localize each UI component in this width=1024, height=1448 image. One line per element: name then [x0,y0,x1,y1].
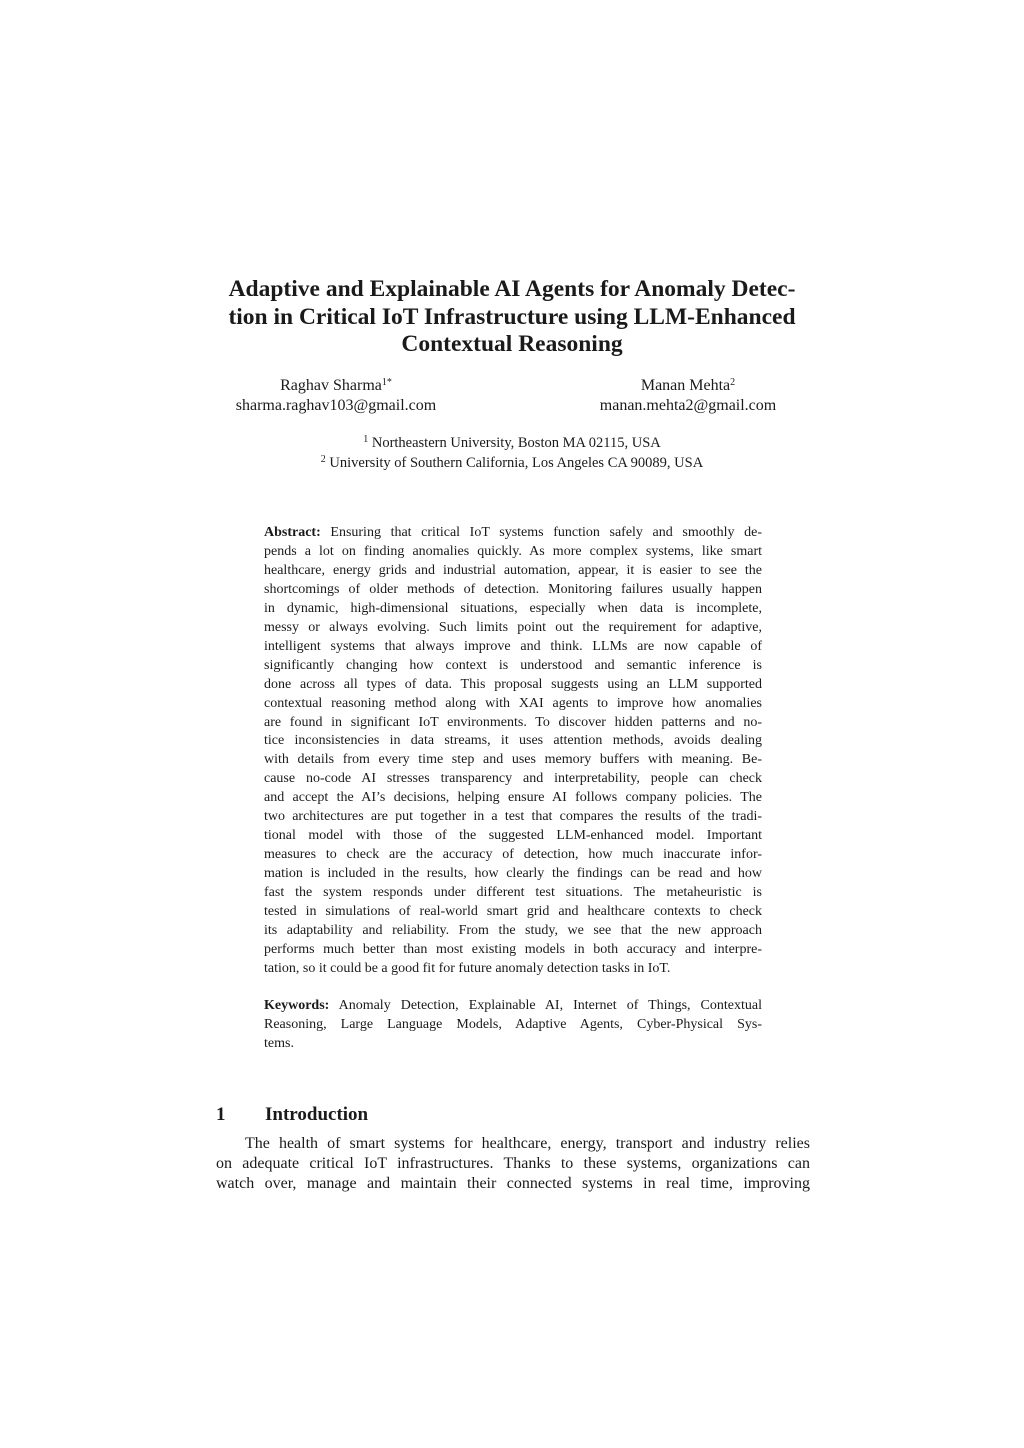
author-name-text: Raghav Sharma [280,377,382,394]
author-email: manan.mehta2@gmail.com [599,396,777,414]
author-block-2 [568,376,808,415]
author-email: sharma.raghav103@gmail.com [235,396,437,414]
abstract-line: tional model with those of the suggested LLM-enhanced model. Important [264,828,762,844]
abstract-line: significantly changing how context is understood and semantic inference is [264,657,762,673]
affiliation-marker: 2 [320,453,326,465]
abstract [264,524,762,979]
affiliation-marker: 1 [363,434,369,445]
affiliation [205,434,819,454]
abstract-line: shortcomings of older methods of detection. Monitoring failures usually happen [264,581,762,597]
abstract-line: contextual reasoning method along with XAI agents to improve how anomalies [264,695,762,711]
abstract-line [264,524,762,543]
author-marker: 1* [381,377,392,388]
author-name [568,376,808,396]
author-name [216,376,456,396]
affiliation-text: University of Southern California, Los Angeles CA 90089, USA [329,454,704,471]
abstract-label: Abstract: [264,525,321,540]
abstract-line: pends a lot on finding anomalies quickly. As more complex systems, like smart [264,543,762,559]
abstract-line: tice inconsistencies in data streams, it uses attention methods, avoids dealing [264,733,762,749]
abstract-line: intelligent systems that always improve and think. LLMs are now capable of [264,638,762,654]
section-number: 1 [216,1103,226,1125]
section-heading [216,1103,368,1127]
title-line: Adaptive and Explainable AI Agents for Anomaly Detec- [228,276,796,302]
paper-title [205,276,819,359]
abstract-line: cause no-code AI stresses transparency and interpretability, people can check [264,771,762,787]
keywords-line: tems. [264,1035,294,1051]
abstract-line: its adaptability and reliability. From the study, we see that the new approach [264,923,762,939]
affiliation [205,454,819,474]
abstract-line: and accept the AI’s decisions, helping ensure AI follows company policies. The [264,790,762,806]
abstract-line: measures to check are the accuracy of detection, how much inaccurate infor- [264,847,762,863]
abstract-line-text: Ensuring that critical IoT systems function safely and smoothly de- [330,525,762,540]
keywords-line: Reasoning, Large Language Models, Adaptive Agents, Cyber-Physical Sys- [264,1016,762,1032]
abstract-line: tation, so it could be a good fit for future anomaly detection tasks in IoT. [264,960,671,976]
introduction-paragraph [216,1134,810,1194]
body-line: The health of smart systems for healthcare, energy, transport and industry relies [245,1135,810,1152]
keywords [264,997,762,1054]
keywords-label: Keywords: [264,998,330,1013]
body-line: watch over, manage and maintain their connected systems in real time, improving [216,1175,810,1192]
abstract-line: mation is included in the results, how clearly the findings can be read and how [264,866,762,882]
author-block-1 [216,376,456,415]
body-line: on adequate critical IoT infrastructures. Thanks to these systems, organizations can [216,1155,810,1172]
author-marker: 2 [730,377,736,388]
abstract-line: two architectures are put together in a test that compares the results of the tradi- [264,809,762,825]
section-title: Introduction [265,1103,369,1125]
title-line: Contextual Reasoning [401,331,623,357]
affiliation-text: Northeastern University, Boston MA 02115, USA [371,435,661,451]
keywords-line-text: Anomaly Detection, Explainable AI, Internet of Things, Contextual [338,998,762,1013]
abstract-line: fast the system responds under different test situations. The metaheuristic is [264,885,762,901]
affiliations [205,434,819,473]
abstract-line: healthcare, energy grids and industrial automation, appear, it is easier to see the [264,562,762,578]
abstract-line: tested in simulations of real-world smart grid and healthcare contexts to check [264,904,762,920]
abstract-line: done across all types of data. This proposal suggests using an LLM supported [264,676,762,692]
abstract-line: in dynamic, high-dimensional situations, especially when data is incomplete, [264,600,762,616]
abstract-line: performs much better than most existing models in both accuracy and interpre- [264,941,762,957]
keywords-line [264,997,762,1016]
abstract-line: with details from every time step and uses memory buffers with meaning. Be- [264,752,762,768]
author-name-text: Manan Mehta [640,377,731,394]
title-line: tion in Critical IoT Infrastructure using LLM-Enhanced [228,303,796,330]
abstract-line: are found in significant IoT environments. To discover hidden patterns and no- [264,714,762,730]
abstract-line: messy or always evolving. Such limits point out the requirement for adaptive, [264,619,762,635]
